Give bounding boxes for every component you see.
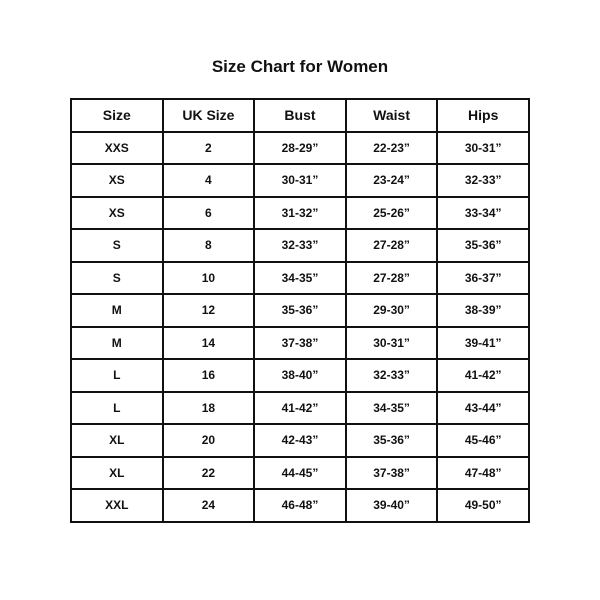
page-title: Size Chart for Women	[211, 57, 389, 76]
table-cell: 29-30”	[346, 294, 438, 327]
table-cell: 23-24”	[346, 164, 438, 197]
table-row	[71, 132, 529, 165]
table-cell: 41-42”	[254, 392, 346, 425]
column-header-hips: Hips	[437, 99, 529, 132]
table-cell: 41-42”	[437, 359, 529, 392]
table-cell: 34-35”	[254, 262, 346, 295]
table-cell: M	[71, 294, 163, 327]
table-row	[71, 359, 529, 392]
table-cell: 27-28”	[346, 262, 438, 295]
table-cell: XS	[71, 197, 163, 230]
table-cell: 35-36”	[254, 294, 346, 327]
table-cell: 30-31”	[254, 164, 346, 197]
table-cell: 6	[163, 197, 255, 230]
table-cell: 47-48”	[437, 457, 529, 490]
table-cell: XL	[71, 457, 163, 490]
table-cell: L	[71, 359, 163, 392]
table-cell: 32-33”	[437, 164, 529, 197]
table-header	[71, 99, 529, 132]
column-header-uk-size: UK Size	[163, 99, 255, 132]
size-chart-table	[70, 98, 530, 523]
table-cell: 24	[163, 489, 255, 522]
table-cell: M	[71, 327, 163, 360]
table-cell: 2	[163, 132, 255, 165]
table-cell: XS	[71, 164, 163, 197]
table-cell: 37-38”	[346, 457, 438, 490]
table-cell: 22	[163, 457, 255, 490]
table-cell: 43-44”	[437, 392, 529, 425]
table-row	[71, 164, 529, 197]
table-cell: 32-33”	[254, 229, 346, 262]
table-row	[71, 392, 529, 425]
table-cell: 35-36”	[346, 424, 438, 457]
table-cell: 38-40”	[254, 359, 346, 392]
table-row	[71, 197, 529, 230]
table-row	[71, 294, 529, 327]
table-row	[71, 424, 529, 457]
column-header-size: Size	[71, 99, 163, 132]
table-cell: 30-31”	[346, 327, 438, 360]
table-cell: 10	[163, 262, 255, 295]
table-cell: 8	[163, 229, 255, 262]
table-cell: 4	[163, 164, 255, 197]
table-cell: 20	[163, 424, 255, 457]
table-cell: 33-34”	[437, 197, 529, 230]
table-cell: XXL	[71, 489, 163, 522]
table-row	[71, 489, 529, 522]
table-cell: 12	[163, 294, 255, 327]
table-cell: 27-28”	[346, 229, 438, 262]
table-cell: 35-36”	[437, 229, 529, 262]
table-cell: 16	[163, 359, 255, 392]
table-header-row	[71, 99, 529, 132]
column-header-waist: Waist	[346, 99, 438, 132]
table-cell: 25-26”	[346, 197, 438, 230]
table-cell: 39-41”	[437, 327, 529, 360]
table-cell: L	[71, 392, 163, 425]
table-row	[71, 229, 529, 262]
table-cell: 34-35”	[346, 392, 438, 425]
table-cell: S	[71, 262, 163, 295]
table-cell: 28-29”	[254, 132, 346, 165]
table-cell: 49-50”	[437, 489, 529, 522]
table-cell: S	[71, 229, 163, 262]
table-cell: 18	[163, 392, 255, 425]
table-cell: 45-46”	[437, 424, 529, 457]
table-cell: 46-48”	[254, 489, 346, 522]
table-cell: 39-40”	[346, 489, 438, 522]
table-cell: 42-43”	[254, 424, 346, 457]
column-header-bust: Bust	[254, 99, 346, 132]
table-cell: 14	[163, 327, 255, 360]
table-cell: 30-31”	[437, 132, 529, 165]
table-cell: 32-33”	[346, 359, 438, 392]
table-cell: XL	[71, 424, 163, 457]
table-cell: 31-32”	[254, 197, 346, 230]
table-cell: 36-37”	[437, 262, 529, 295]
table-cell: 44-45”	[254, 457, 346, 490]
table-body	[71, 132, 529, 522]
table-row	[71, 457, 529, 490]
table-cell: XXS	[71, 132, 163, 165]
table-row	[71, 262, 529, 295]
table-cell: 22-23”	[346, 132, 438, 165]
table-row	[71, 327, 529, 360]
table-cell: 37-38”	[254, 327, 346, 360]
table-cell: 38-39”	[437, 294, 529, 327]
